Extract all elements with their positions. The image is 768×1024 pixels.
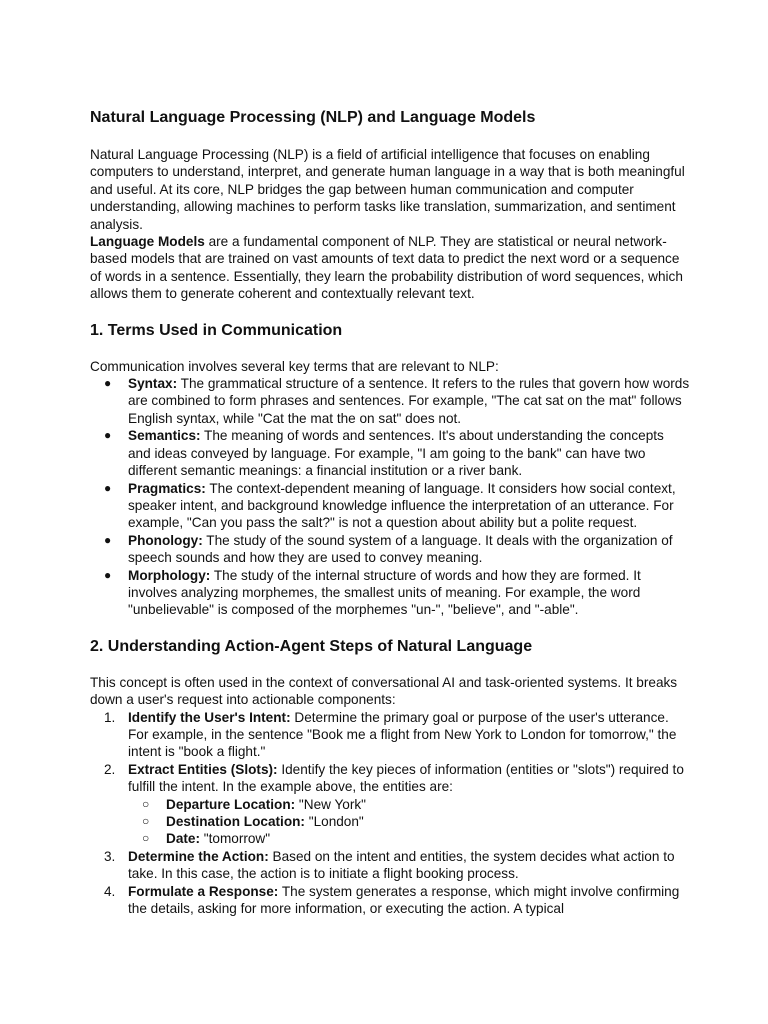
entity-label: Date: [166, 831, 200, 847]
term-text: The meaning of words and sentences. It's about understanding the concepts and ideas conveyed by language. For example, "I am going to the bank" can have two different semantic meanings: a financial institution or a river bank. [128, 428, 664, 479]
step-text: Determine the primary goal or purpose of the user's utterance. For example, in the sentence "Book me a flight from New York to London for tomorrow," the intent is "book a flight." [128, 709, 677, 760]
intro-paragraph: Natural Language Processing (NLP) is a field of artificial intelligence that focuses on enabling computers to understand, interpret, and generate human language in a way that is both meaningful and useful. At its core, NLP bridges the gap between human communication and computer understanding, allowing machines to perform tasks like translation, summarization, and sentiment analysis. [90, 147, 685, 232]
hollow-bullet-icon: ○ [142, 814, 150, 828]
entity-item [128, 830, 690, 847]
term-text: The study of the sound system of a language. It deals with the organization of speech sounds and how they are used to convey meaning. [128, 532, 673, 566]
list-item [90, 480, 690, 532]
bullet-icon: ● [104, 532, 112, 547]
hollow-bullet-icon: ○ [142, 796, 150, 811]
bullet-icon: ● [104, 376, 112, 391]
entity-item [128, 813, 690, 830]
step-number: 4. [104, 883, 116, 899]
step-label: Identify the User's Intent: [128, 709, 291, 725]
step-item [90, 848, 690, 883]
section-2-heading: 2. Understanding Action-Agent Steps of Natural Language [90, 637, 533, 655]
term-text: The study of the internal structure of words and how they are formed. It involves analyzing morphemes, the smallest units of meaning. For example, the word "unbelievable" is composed of the morphemes "un-", "believe", and "-able". [128, 567, 641, 618]
step-number: 1. [104, 709, 116, 725]
language-models-text: are a fundamental component of NLP. They are statistical or neural network-based models that are trained on vast amounts of text data to predict the next word or a sequence of words in a sentence. Essentially, they learn the probability distribution of word sequences, which allows them to generate coherent and contextually relevant text. [90, 234, 683, 302]
step-item [90, 883, 690, 918]
document-page [90, 107, 690, 917]
step-number: 3. [104, 848, 116, 864]
step-text: The system generates a response, which might involve confirming the details, asking for more information, or executing the action. A typical [128, 883, 680, 917]
entity-value: "London" [304, 814, 364, 829]
bullet-icon: ● [104, 480, 112, 495]
term-label: Morphology: [128, 567, 211, 583]
language-models-term: Language Models [90, 234, 205, 250]
step-text: Identify the key pieces of information (entities or "slots") required to fulfill the intent. In the example above, the entities are: [128, 761, 684, 795]
step-text: Based on the intent and entities, the system decides what action to take. In this case, the action is to initiate a flight booking process. [128, 848, 675, 882]
document-title: Natural Language Processing (NLP) and Language Models [90, 109, 536, 126]
step-number: 2. [104, 761, 116, 777]
entity-item [128, 796, 690, 813]
step-label: Extract Entities (Slots): [128, 761, 278, 777]
language-models-paragraph [90, 233, 690, 303]
term-text: The context-dependent meaning of language. It considers how social context, speaker intent, and background knowledge influence the interpretation of an utterance. For example, "Can you pass the salt?" is not a question about ability but a polite request. [128, 480, 676, 531]
hollow-bullet-icon: ○ [142, 831, 150, 846]
step-label: Formulate a Response: [128, 883, 279, 899]
entity-label: Destination Location: [166, 814, 305, 829]
entity-value: "tomorrow" [200, 831, 271, 847]
term-text: The grammatical structure of a sentence. It refers to the rules that govern how words are combined to form phrases and sentences. For example, "The cat sat on the mat" follows English syntax, while "Cat the mat the on sat" does not. [128, 376, 690, 426]
step-label: Determine the Action: [128, 848, 269, 864]
entity-value: "New York" [295, 796, 367, 812]
term-label: Syntax: [128, 376, 178, 392]
list-item [90, 375, 690, 427]
entity-label: Departure Location: [166, 796, 296, 812]
term-label: Phonology: [128, 532, 203, 548]
step-item [90, 761, 690, 848]
section-1-lead: Communication involves several key terms that are relevant to NLP: [90, 358, 499, 374]
section-1-heading: 1. Terms Used in Communication [90, 321, 343, 339]
bullet-icon: ● [104, 428, 112, 443]
section-terms [90, 320, 690, 619]
list-item [90, 427, 690, 479]
list-item [90, 567, 690, 619]
entities-list [128, 796, 690, 848]
term-label: Pragmatics: [128, 480, 206, 496]
term-label: Semantics: [128, 428, 201, 444]
list-item [90, 532, 690, 567]
section-2-lead: This concept is often used in the context of conversational AI and task-oriented systems. It breaks down a user's request into actionable components: [90, 674, 678, 708]
step-item [90, 709, 690, 761]
bullet-icon: ● [104, 567, 112, 582]
steps-list [90, 709, 690, 918]
section-action-agent [90, 636, 690, 918]
terms-list [90, 375, 690, 619]
